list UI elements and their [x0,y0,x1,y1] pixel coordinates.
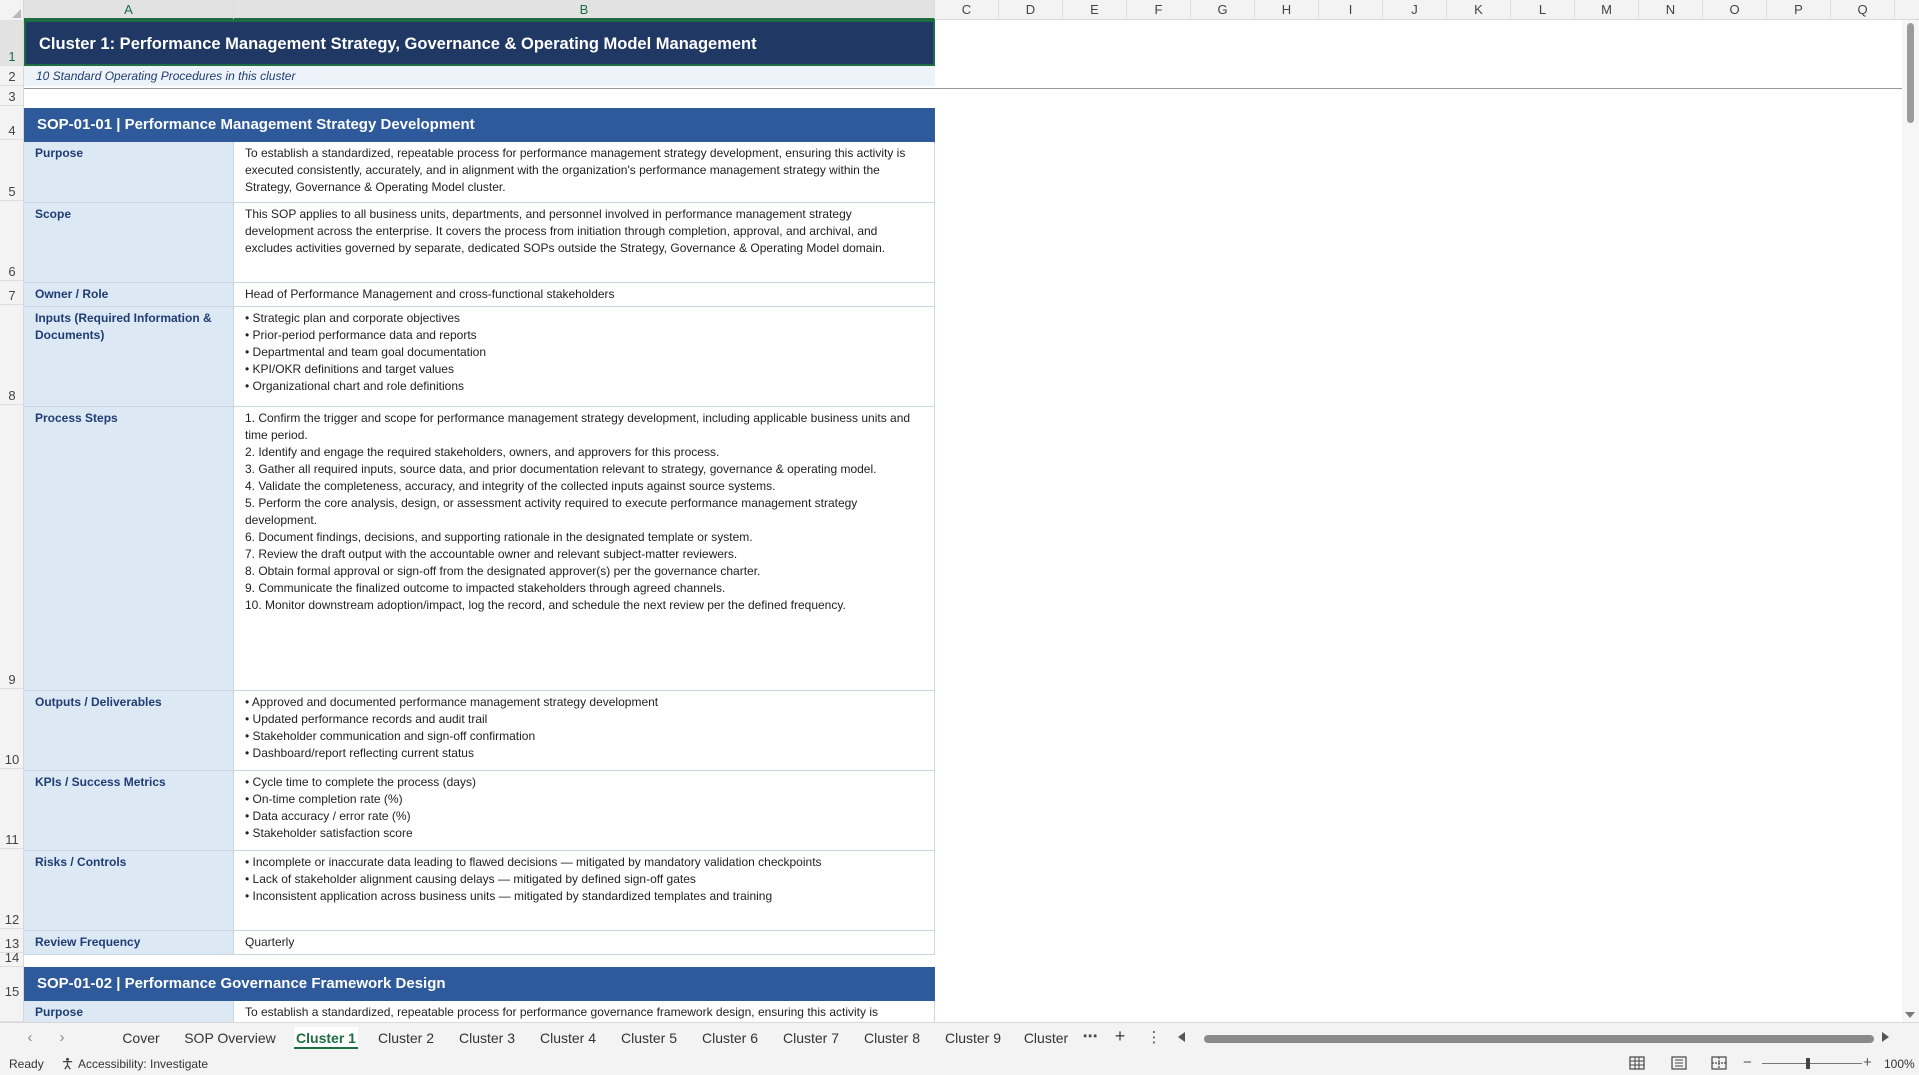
tab-cluster-6[interactable]: Cluster 6 [701,1030,759,1046]
row-header-bar [0,20,24,1022]
cluster-subtitle-cell[interactable]: 10 Standard Operating Procedures in this cluster [24,66,935,86]
row-header-2[interactable]: 2 [0,66,24,86]
zoom-slider-thumb[interactable] [1806,1058,1810,1069]
column-header-p[interactable]: P [1767,0,1831,20]
worksheet-grid[interactable] [24,20,1902,1022]
column-header-m[interactable]: M [1575,0,1639,20]
sop-header-cell[interactable]: SOP-01-02 | Performance Governance Framework Design [24,967,935,1001]
list-item: 9. Communicate the finalized outcome to impacted stakeholders through agreed channels. [245,581,726,595]
column-header-g[interactable]: G [1191,0,1255,20]
tab-cover[interactable]: Cover [122,1030,160,1046]
sop-header-cell[interactable]: SOP-01-01 | Performance Management Strategy Development [24,108,935,142]
column-header-e[interactable]: E [1063,0,1127,20]
column-header-bar [0,0,1919,20]
review-value[interactable]: Quarterly [234,931,935,955]
sop-row-kpis [24,771,1902,851]
list-item: • Strategic plan and corporate objectives [245,311,460,325]
add-sheet-icon[interactable]: + [1114,1026,1126,1046]
sop-row-outputs [24,691,1902,771]
sop-row-owner [24,283,1902,307]
sop-row-risks [24,851,1902,931]
inputs-label[interactable]: Inputs (Required Information & Documents) [24,307,234,407]
horizontal-scrollbar[interactable] [1178,1032,1889,1043]
column-header-c[interactable]: C [935,0,999,20]
row-header-6[interactable]: 6 [0,201,24,281]
purpose-value[interactable]: To establish a standardized, repeatable process for performance management strategy development, ensuring this activity is executed consistently, accurately, and in alignment with the organization's performance management strategy within the Strategy, Governance & Operating Model cluster. [234,142,935,203]
list-item: • On-time completion rate (%) [245,792,403,806]
row-header-5[interactable]: 5 [0,140,24,201]
sop-row-scope [24,203,1902,283]
list-item: 4. Validate the completeness, accuracy, and integrity of the collected inputs against source systems. [245,479,776,493]
tab-cluster-9[interactable]: Cluster 9 [944,1030,1002,1046]
list-item: • Updated performance records and audit trail [245,712,488,726]
risks-label[interactable]: Risks / Controls [24,851,234,931]
scope-value[interactable]: This SOP applies to all business units, departments, and personnel involved in performance management strategy development across the enterprise. It covers the process from initiation through completion, approval, and archival, and excludes activities governed by separate, dedicated SOPs outside the Strategy, Governance & Operating Model domain. [234,203,935,283]
row-header-13[interactable]: 13 [0,929,24,953]
more-tabs-icon[interactable]: ⋯ [1082,1028,1098,1045]
list-item: 2. Identify and engage the required stakeholders, owners, and approvers for this process. [245,445,720,459]
sop-row-inputs [24,307,1902,407]
status-bar [0,1052,1919,1075]
row-header-10[interactable]: 10 [0,689,24,769]
row-header-9[interactable]: 9 [0,405,24,689]
owner-value[interactable]: Head of Performance Management and cross-functional stakeholders [234,283,935,307]
row-header-3[interactable]: 3 [0,86,24,106]
row-header-15[interactable]: 15 [0,967,24,1022]
list-item: 6. Document findings, decisions, and supporting rationale in the designated template or system. [245,530,753,544]
row-header-4[interactable]: 4 [0,106,24,140]
list-item: 5. Perform the core analysis, design, or assessment activity required to execute performance management strategy development. [245,496,858,527]
tab-cluster-1[interactable]: Cluster 1 [294,1027,358,1049]
purpose-value[interactable]: To establish a standardized, repeatable process for performance governance framework design, ensuring this activity is [234,1001,935,1022]
tab-cluster-partial[interactable]: Cluster [1023,1030,1069,1046]
list-item: 8. Obtain formal approval or sign-off from the designated approver(s) per the governance charter. [245,564,761,578]
tab-scroll-left-icon[interactable]: ‹ [27,1029,33,1046]
tab-sop-overview[interactable]: SOP Overview [184,1030,276,1046]
tab-scroll-right-icon[interactable]: › [59,1029,65,1046]
list-item: • Stakeholder satisfaction score [245,826,413,840]
list-item: • Stakeholder communication and sign-off confirmation [245,729,536,743]
steps-label[interactable]: Process Steps [24,407,234,691]
column-header-j[interactable]: J [1383,0,1447,20]
accessibility-status[interactable] [61,1057,208,1071]
list-item: • Prior-period performance data and reports [245,328,477,342]
column-header-k[interactable]: K [1447,0,1511,20]
list-item: • Approved and documented performance management strategy development [245,695,659,709]
zoom-in-icon[interactable]: + [1863,1054,1872,1071]
scope-label[interactable]: Scope [24,203,234,283]
list-item: • Inconsistent application across business units — mitigated by standardized templates and training [245,889,773,903]
row-header-11[interactable]: 11 [0,769,24,849]
list-item: 10. Monitor downstream adoption/impact, log the record, and schedule the next review per the defined frequency. [245,598,846,612]
zoom-out-icon[interactable]: − [1743,1054,1752,1071]
kpis-value[interactable] [234,771,935,851]
owner-label[interactable]: Owner / Role [24,283,234,307]
zoom-level[interactable]: 100% [1884,1057,1915,1071]
scroll-down-arrow-icon[interactable] [1905,1012,1915,1018]
tab-cluster-7[interactable]: Cluster 7 [782,1030,840,1046]
tab-cluster-5[interactable]: Cluster 5 [620,1030,678,1046]
select-all-corner[interactable] [0,0,24,20]
accessibility-icon [61,1057,74,1070]
accessibility-label: Accessibility: Investigate [78,1057,209,1071]
sop-row-purpose [24,142,1902,203]
tab-cluster-2[interactable]: Cluster 2 [377,1030,435,1046]
normal-view-icon[interactable] [1628,1055,1646,1071]
row-header-14[interactable]: 14 [0,953,24,967]
tab-cluster-8[interactable]: Cluster 8 [863,1030,921,1046]
list-item: • Incomplete or inaccurate data leading to flawed decisions — mitigated by mandatory validation checkpoints [245,855,822,869]
row-header-8[interactable]: 8 [0,305,24,405]
list-item: 1. Confirm the trigger and scope for performance management strategy development, including applicable business units and time period. [245,411,911,442]
purpose-label[interactable]: Purpose [24,142,234,203]
review-label[interactable]: Review Frequency [24,931,234,955]
vertical-scrollbar[interactable] [1902,20,1919,1022]
status-ready: Ready [9,1057,44,1071]
list-item: 7. Review the draft output with the accountable owner and relevant subject-matter reviewers. [245,547,738,561]
scroll-right-arrow-icon[interactable] [1882,1032,1889,1042]
cluster-title-cell[interactable]: Cluster 1: Performance Management Strategy, Governance & Operating Model Management [24,20,935,66]
zoom-slider[interactable] [1762,1063,1862,1064]
column-header-l[interactable]: L [1511,0,1575,20]
column-header-n[interactable]: N [1639,0,1703,20]
row-header-12[interactable]: 12 [0,849,24,929]
column-header-f[interactable]: F [1127,0,1191,20]
list-item: • Cycle time to complete the process (days) [245,775,476,789]
scroll-left-arrow-icon[interactable] [1178,1032,1185,1042]
steps-value[interactable] [234,407,935,691]
horizontal-scroll-thumb[interactable] [1204,1035,1874,1043]
list-item: • Organizational chart and role definitions [245,379,464,393]
sop-row-review [24,931,1902,955]
vertical-scroll-thumb[interactable] [1907,23,1914,123]
list-item: • Data accuracy / error rate (%) [245,809,411,823]
sop-row-purpose [24,1001,1902,1022]
horizontal-scroll-track [1194,1034,1874,1041]
list-item: • KPI/OKR definitions and target values [245,362,454,376]
row-header-1[interactable]: 1 [0,20,24,66]
risks-value[interactable] [234,851,935,931]
column-header-h[interactable]: H [1255,0,1319,20]
column-header-q[interactable]: Q [1831,0,1895,20]
divider-line [24,88,1902,89]
column-header-o[interactable]: O [1703,0,1767,20]
tab-cluster-4[interactable]: Cluster 4 [539,1030,597,1046]
inputs-value[interactable] [234,307,935,407]
list-item: • Dashboard/report reflecting current status [245,746,474,760]
options-menu-icon[interactable]: ⋮ [1146,1029,1162,1046]
tab-cluster-3[interactable]: Cluster 3 [458,1030,516,1046]
outputs-label[interactable]: Outputs / Deliverables [24,691,234,771]
purpose-label[interactable]: Purpose [24,1001,234,1022]
kpis-label[interactable]: KPIs / Success Metrics [24,771,234,851]
list-item: • Lack of stakeholder alignment causing delays — mitigated by defined sign-off gates [245,872,696,886]
page-break-view-icon[interactable] [1710,1055,1728,1071]
list-item: 3. Gather all required inputs, source data, and prior documentation relevant to strategy, governance & operating model. [245,462,877,476]
sheet-tabs-bar [0,1022,1919,1052]
page-layout-view-icon[interactable] [1670,1055,1688,1071]
column-header-i[interactable]: I [1319,0,1383,20]
sop-row-steps [24,407,1902,691]
column-header-d[interactable]: D [999,0,1063,20]
list-item: • Departmental and team goal documentation [245,345,487,359]
column-header-b[interactable]: B [234,0,935,20]
column-header-a[interactable]: A [24,0,234,20]
row-header-7[interactable]: 7 [0,281,24,305]
outputs-value[interactable] [234,691,935,771]
